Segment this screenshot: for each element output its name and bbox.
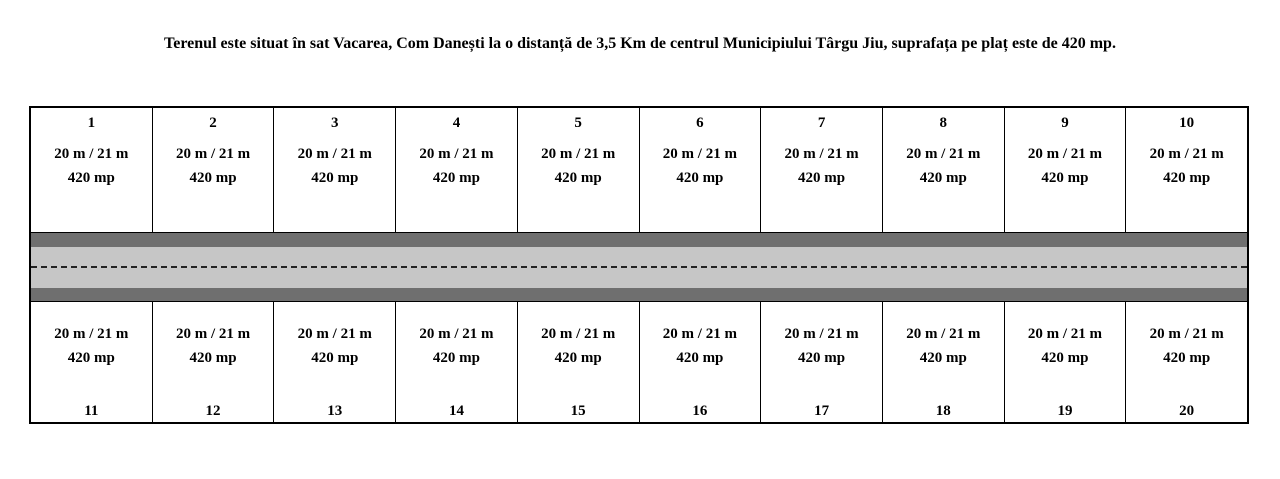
- page-title: Terenul este situat în sat Vacarea, Com Danești la o distanță de 3,5 Km de centrul Municipiului Târgu Jiu, suprafața pe plaț este de 420 mp.: [164, 35, 1116, 52]
- road-curb-top: [31, 233, 1247, 247]
- lot-number: 19: [1057, 403, 1073, 419]
- lot-dimensions: 20 m / 21 m: [175, 146, 251, 162]
- lot-dimensions: 20 m / 21 m: [419, 146, 494, 162]
- lot-area: 420 mp: [189, 350, 237, 366]
- lot-area: 420 mp: [1041, 350, 1089, 366]
- lot-area: 420 mp: [1163, 170, 1211, 186]
- lot-area: 420 mp: [554, 350, 602, 366]
- lot-area: 420 mp: [1163, 350, 1211, 366]
- lot-9[interactable]: [1005, 108, 1127, 232]
- lot-number: 11: [84, 403, 99, 419]
- lot-5[interactable]: [518, 108, 640, 232]
- lot-dimensions: 20 m / 21 m: [784, 146, 859, 162]
- lot-dimensions: 20 m / 21 m: [297, 326, 372, 342]
- road: [31, 232, 1247, 302]
- lot-dimensions: 20 m / 21 m: [906, 326, 981, 342]
- lot-number: 6: [696, 115, 704, 131]
- lot-number: 14: [448, 403, 464, 419]
- lot-area: 420 mp: [798, 170, 846, 186]
- lot-number: 12: [205, 403, 221, 419]
- lot-dimensions: 20 m / 21 m: [662, 146, 737, 162]
- lot-dimensions: 20 m / 21 m: [419, 326, 494, 342]
- lot-number: 1: [87, 115, 96, 131]
- road-center-dashed-line: [31, 266, 1247, 268]
- lot-11[interactable]: [31, 302, 153, 422]
- lot-14[interactable]: [396, 302, 518, 422]
- lot-number: 13: [327, 403, 343, 419]
- lot-number: 20: [1179, 403, 1195, 419]
- lot-area: 420 mp: [919, 170, 967, 186]
- lot-area: 420 mp: [311, 350, 359, 366]
- lot-dimensions: 20 m / 21 m: [1149, 146, 1224, 162]
- lot-area: 420 mp: [311, 170, 359, 186]
- lot-1[interactable]: [31, 108, 153, 232]
- lot-4[interactable]: [396, 108, 518, 232]
- lot-3[interactable]: [274, 108, 396, 232]
- lot-dimensions: 20 m / 21 m: [175, 326, 251, 342]
- lot-area: 420 mp: [919, 350, 967, 366]
- subdivision-plan: [29, 106, 1249, 424]
- lot-number: 16: [692, 403, 708, 419]
- lot-dimensions: 20 m / 21 m: [541, 326, 616, 342]
- lot-dimensions: 20 m / 21 m: [54, 326, 129, 342]
- lot-area: 420 mp: [432, 170, 480, 186]
- lot-dimensions: 20 m / 21 m: [541, 146, 616, 162]
- lot-dimensions: 20 m / 21 m: [1149, 326, 1224, 342]
- lot-area: 420 mp: [798, 350, 846, 366]
- lot-number: 15: [570, 403, 586, 419]
- lot-dimensions: 20 m / 21 m: [906, 146, 981, 162]
- lot-dimensions: 20 m / 21 m: [297, 146, 372, 162]
- lot-number: 7: [817, 115, 826, 131]
- lot-area: 420 mp: [67, 170, 115, 186]
- lot-area: 420 mp: [432, 350, 480, 366]
- lot-number: 2: [209, 115, 217, 131]
- lot-dimensions: 20 m / 21 m: [1027, 146, 1103, 162]
- lot-17[interactable]: [761, 302, 883, 422]
- lot-dimensions: 20 m / 21 m: [662, 326, 737, 342]
- lot-area: 420 mp: [554, 170, 602, 186]
- lot-19[interactable]: [1005, 302, 1127, 422]
- lot-number: 9: [1061, 115, 1069, 131]
- lot-dimensions: 20 m / 21 m: [1027, 326, 1103, 342]
- lot-15[interactable]: [518, 302, 640, 422]
- lot-13[interactable]: [274, 302, 396, 422]
- lots-row-top: [31, 108, 1247, 232]
- lot-16[interactable]: [640, 302, 762, 422]
- lots-row-bottom: [31, 302, 1247, 422]
- lot-7[interactable]: [761, 108, 883, 232]
- lot-dimensions: 20 m / 21 m: [54, 146, 129, 162]
- lot-dimensions: 20 m / 21 m: [784, 326, 859, 342]
- lot-8[interactable]: [883, 108, 1005, 232]
- lot-area: 420 mp: [676, 350, 724, 366]
- lot-area: 420 mp: [676, 170, 724, 186]
- lot-area: 420 mp: [189, 170, 237, 186]
- lot-number: 5: [574, 115, 582, 131]
- lot-18[interactable]: [883, 302, 1005, 422]
- lot-20[interactable]: [1126, 302, 1247, 422]
- lot-2[interactable]: [153, 108, 275, 232]
- lot-area: 420 mp: [1041, 170, 1089, 186]
- lot-number: 3: [331, 115, 339, 131]
- lot-12[interactable]: [153, 302, 275, 422]
- lot-area: 420 mp: [67, 350, 115, 366]
- lot-6[interactable]: [640, 108, 762, 232]
- lot-number: 4: [452, 115, 461, 131]
- lot-number: 18: [935, 403, 951, 419]
- road-curb-bottom: [31, 288, 1247, 301]
- lot-number: 10: [1179, 115, 1195, 131]
- lot-10[interactable]: [1126, 108, 1247, 232]
- lot-number: 8: [939, 115, 948, 131]
- lot-number: 17: [814, 403, 830, 419]
